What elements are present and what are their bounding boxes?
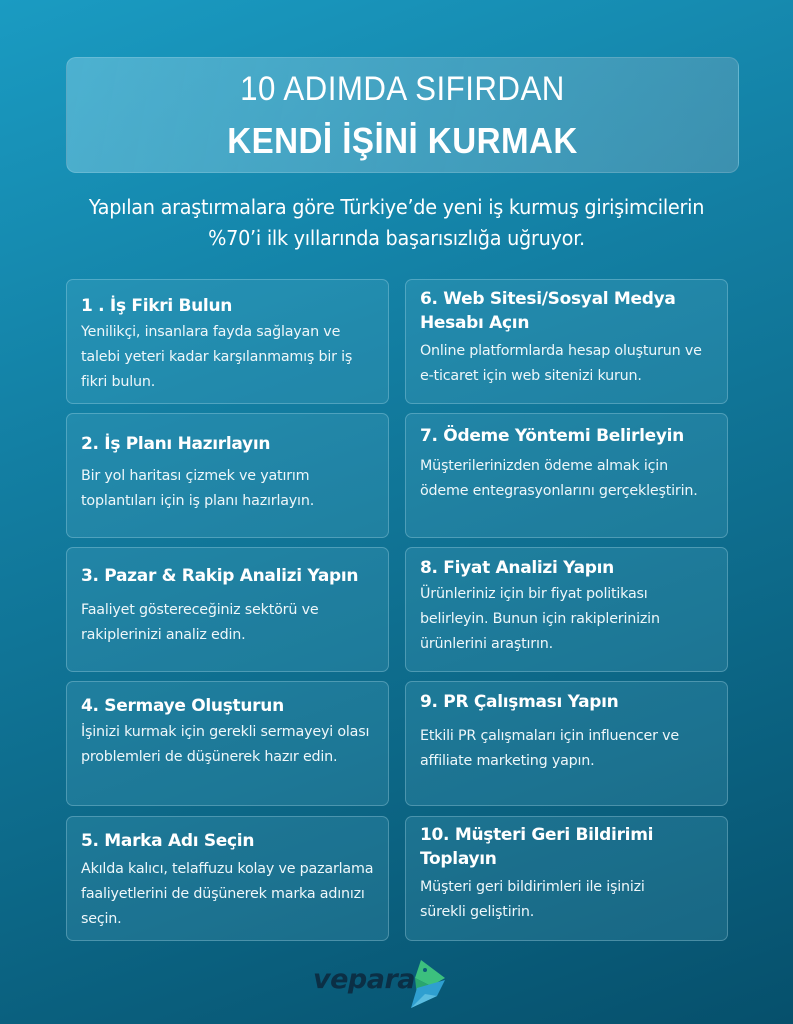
step-description: Akılda kalıcı, telaffuzu kolay ve pazarlama faaliyetlerini de düşünerek marka adınızı seçin. <box>81 861 374 927</box>
step-description: Müşterilerinizden ödeme almak için ödeme entegrasyonlarını gerçekleştirin. <box>420 458 698 499</box>
step-description: Online platformlarda hesap oluşturun ve e-ticaret için web sitenizi kurun. <box>420 343 702 384</box>
step-title: 2. İş Planı Hazırlayın <box>81 434 271 454</box>
title-banner <box>66 57 739 173</box>
step-description: Bir yol haritası çizmek ve yatırım toplantıları için iş planı hazırlayın. <box>81 468 315 509</box>
step-description: Müşteri geri bildirimleri ile işinizi sürekli geliştirin. <box>420 879 645 920</box>
step-description: Faaliyet göstereceğiniz sektörü ve rakiplerinizi analiz edin. <box>81 602 319 643</box>
step-title: 9. PR Çalışması Yapın <box>420 692 619 712</box>
step-title: 7. Ödeme Yöntemi Belirleyin <box>420 426 684 446</box>
step-description: Ürünleriniz için bir fiyat politikası belirleyin. Bunun için rakiplerinizin ürünlerini araştırın. <box>420 586 660 652</box>
step-card-7 <box>405 413 728 538</box>
step-description: Yenilikçi, insanlara fayda sağlayan ve talebi yeteri kadar karşılanmamış bir iş fikri bulun. <box>81 324 353 390</box>
step-title: 10. Müşteri Geri Bildirimi Toplayın <box>420 825 654 869</box>
step-card-6 <box>405 279 728 404</box>
step-title: 3. Pazar & Rakip Analizi Yapın <box>81 566 359 586</box>
step-title: 1 . İş Fikri Bulun <box>81 296 233 316</box>
logo-wordmark: vepara <box>313 964 415 995</box>
step-title: 5. Marka Adı Seçin <box>81 831 255 851</box>
step-title: 4. Sermaye Oluşturun <box>81 696 284 716</box>
step-card-5 <box>66 816 389 941</box>
vepara-logo <box>313 958 448 1010</box>
step-card-8 <box>405 547 728 672</box>
step-card-10 <box>405 816 728 941</box>
intro-line-2: %70’i ilk yıllarında başarısızlığa uğruyor. <box>208 226 585 250</box>
step-card-1 <box>66 279 389 404</box>
vepara-tag-icon <box>405 958 449 1010</box>
intro-line-1: Yapılan araştırmalara göre Türkiye’de yeni iş kurmuş girişimcilerin <box>88 195 705 219</box>
intro-text <box>61 192 731 254</box>
step-title: 8. Fiyat Analizi Yapın <box>420 558 614 578</box>
step-card-3 <box>66 547 389 672</box>
step-title: 6. Web Sitesi/Sosyal Medya Hesabı Açın <box>420 289 676 333</box>
step-card-9 <box>405 681 728 806</box>
step-card-2 <box>66 413 389 538</box>
title-line-2: KENDİ İŞİNİ KURMAK <box>227 120 578 161</box>
step-description: Etkili PR çalışmaları için influencer ve affiliate marketing yapın. <box>420 728 680 769</box>
title-line-1: 10 ADIMDA SIFIRDAN <box>240 70 565 108</box>
step-description: İşinizi kurmak için gerekli sermayeyi olası problemleri de düşünerek hazır edin. <box>81 724 370 765</box>
step-card-4 <box>66 681 389 806</box>
